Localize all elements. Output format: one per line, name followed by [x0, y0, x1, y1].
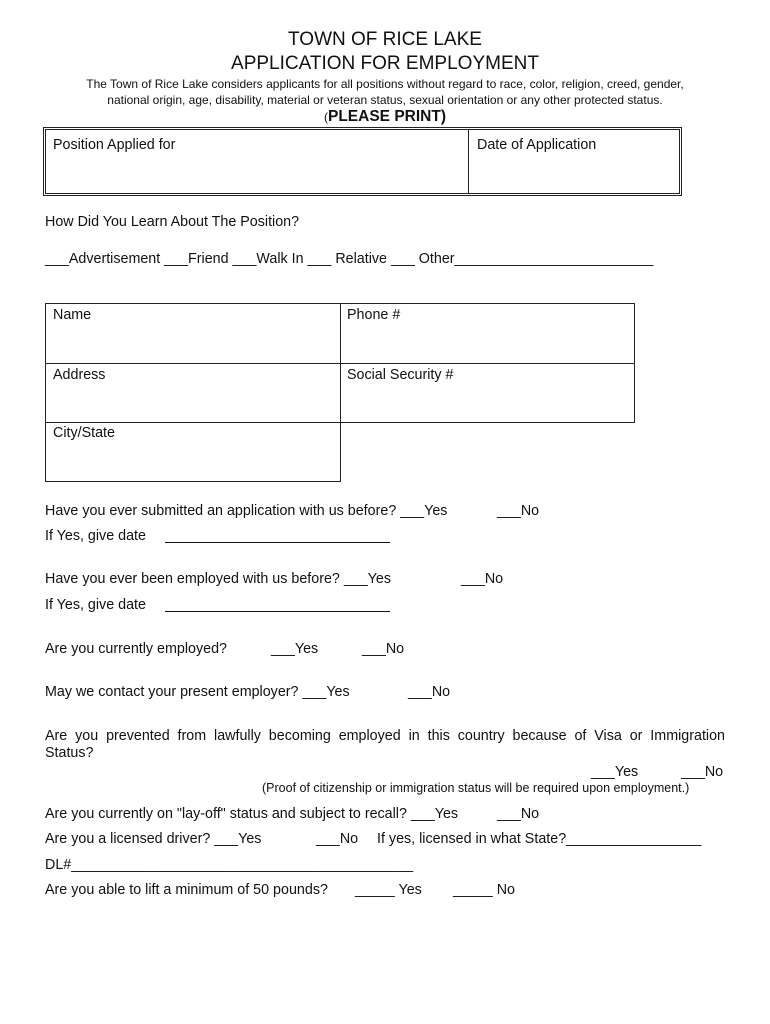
- immigration-note: (Proof of citizenship or immigration status will be required upon employment.): [262, 781, 690, 795]
- lift-yes[interactable]: _____ Yes: [355, 882, 422, 898]
- position-box-divider: [468, 129, 469, 194]
- layoff-question[interactable]: Are you currently on "lay-off" status and subject to recall? ___Yes: [45, 806, 459, 822]
- licensed-driver-no[interactable]: ___No: [316, 831, 359, 847]
- please-print-text: PLEASE PRINT): [328, 108, 446, 125]
- phone-label: Phone #: [347, 307, 401, 323]
- lift-question: Are you able to lift a minimum of 50 pounds?: [45, 882, 328, 898]
- prior-employment-date-label: If Yes, give date: [45, 597, 146, 613]
- immigration-yes[interactable]: ___Yes: [591, 764, 639, 780]
- prior-application-question[interactable]: Have you ever submitted an application with us before? ___Yes: [45, 503, 448, 519]
- date-of-application-field[interactable]: Date of Application: [477, 137, 597, 153]
- layoff-no[interactable]: ___No: [497, 806, 540, 822]
- currently-employed-no[interactable]: ___No: [362, 641, 405, 657]
- learn-options[interactable]: ___Advertisement ___Friend ___Walk In ___ Relative ___ Other_________________________: [45, 251, 654, 267]
- prior-employment-date-line[interactable]: [165, 599, 390, 612]
- please-print-paren: (: [324, 110, 328, 124]
- currently-employed-yes[interactable]: ___Yes: [271, 641, 319, 657]
- learn-question: How Did You Learn About The Position?: [45, 214, 300, 230]
- intro-line2: national origin, age, disability, material or veteran status, sexual orientation or any other protected status.: [107, 93, 663, 107]
- contact-employer-question[interactable]: May we contact your present employer? ___Yes: [45, 684, 350, 700]
- immigration-question-line2: Status?: [45, 745, 94, 761]
- licensed-driver-question[interactable]: Are you a licensed driver? ___Yes: [45, 831, 262, 847]
- please-print-label: [0, 108, 770, 126]
- form-title-line2: APPLICATION FOR EMPLOYMENT: [231, 53, 539, 74]
- prior-employment-no[interactable]: ___No: [461, 571, 504, 587]
- form-title-line1: TOWN OF RICE LAKE: [288, 29, 482, 50]
- name-label: Name: [53, 307, 92, 323]
- prior-employment-question[interactable]: Have you ever been employed with us before? ___Yes: [45, 571, 392, 587]
- city-state-label: City/State: [53, 425, 115, 441]
- contact-employer-no[interactable]: ___No: [408, 684, 451, 700]
- lift-no[interactable]: _____ No: [453, 882, 516, 898]
- immigration-no[interactable]: ___No: [681, 764, 724, 780]
- prior-application-date-label: If Yes, give date: [45, 528, 146, 544]
- position-applied-field[interactable]: Position Applied for: [53, 137, 176, 153]
- ssn-label: Social Security #: [347, 367, 454, 383]
- currently-employed-question: Are you currently employed?: [45, 641, 227, 657]
- immigration-question-line1: Are you prevented from lawfully becoming employed in this country because of Visa or Immigration: [45, 728, 725, 744]
- intro-line1: The Town of Rice Lake considers applicants for all positions without regard to race, color, religion, creed, gender,: [86, 77, 684, 91]
- license-state-field[interactable]: If yes, licensed in what State?_________________: [377, 831, 702, 847]
- dl-number-field[interactable]: DL#___________________________________________: [45, 857, 414, 873]
- prior-application-no[interactable]: ___No: [497, 503, 540, 519]
- prior-application-date-line[interactable]: [165, 530, 390, 543]
- address-label: Address: [53, 367, 106, 383]
